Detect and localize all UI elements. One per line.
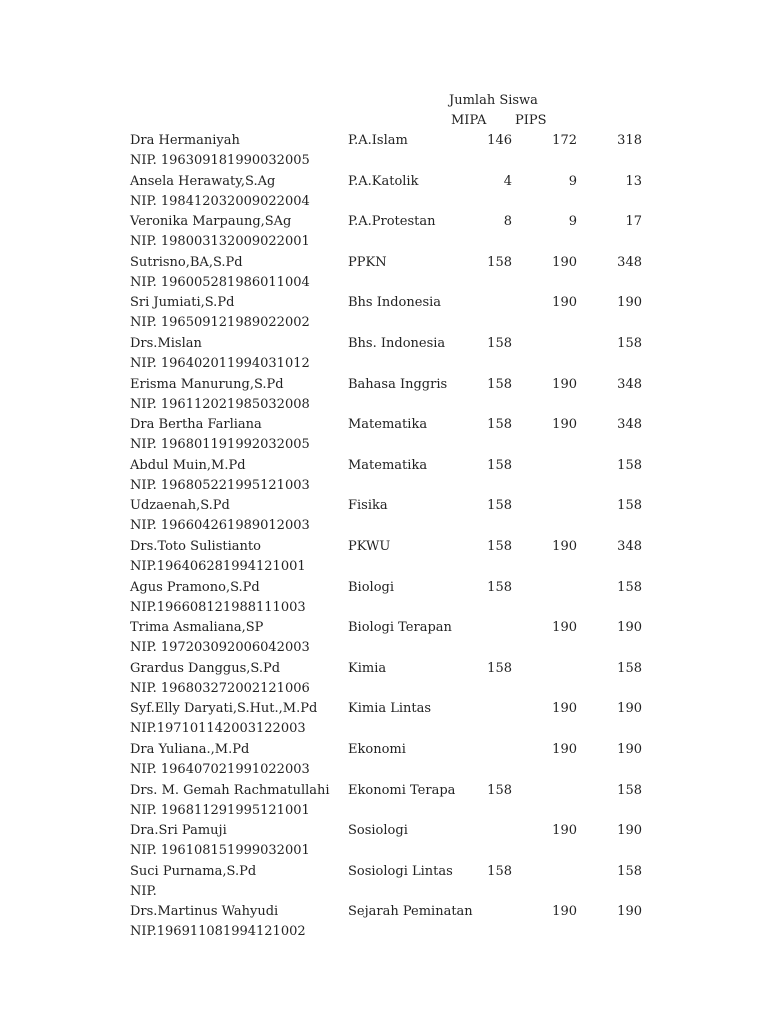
- table-row: [0, 375, 768, 416]
- teacher-name: Ansela Herawaty,S.Ag: [130, 173, 276, 189]
- mipa-count: 158: [487, 376, 512, 392]
- mipa-count: 4: [503, 173, 512, 189]
- teacher-name: Dra Yuliana.,M.Pd: [130, 741, 250, 757]
- teacher-name: Udzaenah,S.Pd: [130, 498, 230, 514]
- teacher-nip: NIP.197101142003122003: [130, 721, 306, 737]
- total-count: 190: [617, 904, 642, 920]
- table-row: [0, 781, 768, 822]
- teacher-name: Dra Hermaniyah: [130, 133, 240, 148]
- teacher-table: [0, 131, 768, 943]
- table-row: [0, 618, 768, 659]
- table-row: [0, 172, 768, 213]
- teacher-name: Drs.Mislan: [130, 335, 202, 351]
- mipa-count: 146: [487, 133, 512, 148]
- teacher-name: Suci Purnama,S.Pd: [130, 863, 257, 879]
- total-count: 348: [617, 376, 642, 392]
- table-row: [0, 456, 768, 497]
- teacher-nip: NIP. 196112021985032008: [130, 396, 310, 412]
- subject-name: PKWU: [348, 538, 391, 554]
- teacher-name: Syf.Elly Daryati,S.Hut.,M.Pd: [130, 701, 318, 717]
- subject-name: Bahasa Inggris: [348, 376, 448, 392]
- subject-name: P.A.Islam: [348, 133, 408, 148]
- teacher-name: Sutrisno,BA,S.Pd: [130, 254, 243, 270]
- table-row: [0, 253, 768, 294]
- pips-count: 9: [568, 214, 577, 230]
- mipa-count: 158: [487, 782, 512, 798]
- table-row: [0, 578, 768, 619]
- subject-name: Biologi: [348, 579, 395, 595]
- subject-name: Matematika: [348, 457, 428, 473]
- teacher-nip: NIP. 196509121989022002: [130, 315, 310, 331]
- subject-name: Bhs Indonesia: [348, 295, 442, 311]
- subject-name: Kimia: [348, 660, 387, 676]
- table-row: [0, 699, 768, 740]
- teacher-name: Trima Asmaliana,SP: [130, 620, 264, 636]
- pips-count: 9: [568, 173, 577, 189]
- total-count: 13: [625, 173, 642, 189]
- pips-count: 190: [552, 741, 577, 757]
- table-row: [0, 659, 768, 700]
- pips-count: 190: [552, 538, 577, 554]
- subject-name: P.A.Katolik: [348, 173, 419, 189]
- total-count: 190: [617, 295, 642, 311]
- teacher-name: Dra.Sri Pamuji: [130, 823, 227, 839]
- teacher-nip: NIP. 198003132009022001: [130, 234, 310, 250]
- total-count: 17: [625, 214, 642, 230]
- pips-count: 190: [552, 417, 577, 433]
- total-count: 158: [617, 579, 642, 595]
- teacher-nip: NIP. 196604261989012003: [130, 518, 310, 534]
- mipa-count: 8: [503, 214, 512, 230]
- mipa-count: 158: [487, 457, 512, 473]
- table-row: [0, 212, 768, 253]
- teacher-name: Agus Pramono,S.Pd: [130, 579, 260, 595]
- total-count: 318: [617, 133, 642, 148]
- pips-count: 190: [552, 254, 577, 270]
- pips-count: 190: [552, 376, 577, 392]
- teacher-nip: NIP.: [130, 883, 157, 899]
- header-pips: PIPS: [515, 113, 547, 128]
- total-count: 158: [617, 335, 642, 351]
- total-count: 158: [617, 863, 642, 879]
- teacher-nip: NIP. 196402011994031012: [130, 355, 310, 371]
- teacher-nip: NIP.196608121988111003: [130, 599, 306, 615]
- pips-count: 190: [552, 823, 577, 839]
- subject-name: Sosiologi: [348, 823, 408, 839]
- subject-name: Ekonomi Terapa: [348, 782, 456, 798]
- subject-name: Fisika: [348, 498, 388, 514]
- header-jumlah-siswa: Jumlah Siswa: [449, 93, 538, 108]
- teacher-nip: NIP. 198412032009022004: [130, 193, 310, 209]
- teacher-nip: NIP. 196108151999032001: [130, 843, 310, 859]
- total-count: 348: [617, 417, 642, 433]
- total-count: 190: [617, 823, 642, 839]
- table-row: [0, 902, 768, 943]
- teacher-nip: NIP. 196407021991022003: [130, 761, 310, 777]
- table-row: [0, 496, 768, 537]
- total-count: 348: [617, 538, 642, 554]
- total-count: 158: [617, 498, 642, 514]
- subject-name: Kimia Lintas: [348, 701, 432, 717]
- total-count: 158: [617, 457, 642, 473]
- subject-name: Biologi Terapan: [348, 620, 452, 636]
- mipa-count: 158: [487, 538, 512, 554]
- teacher-name: Dra Bertha Farliana: [130, 417, 262, 433]
- pips-count: 190: [552, 295, 577, 311]
- mipa-count: 158: [487, 579, 512, 595]
- teacher-nip: NIP. 197203092006042003: [130, 640, 310, 656]
- mipa-count: 158: [487, 863, 512, 879]
- table-row: [0, 862, 768, 903]
- teacher-name: Drs. M. Gemah Rachmatullahi: [130, 782, 330, 798]
- subject-name: Ekonomi: [348, 741, 406, 757]
- table-row: [0, 821, 768, 862]
- total-count: 348: [617, 254, 642, 270]
- table-row: [0, 740, 768, 781]
- pips-count: 190: [552, 904, 577, 920]
- subject-name: Matematika: [348, 417, 428, 433]
- table-row: [0, 415, 768, 456]
- total-count: 158: [617, 782, 642, 798]
- table-row: [0, 293, 768, 334]
- teacher-name: Sri Jumiati,S.Pd: [130, 295, 235, 311]
- total-count: 190: [617, 701, 642, 717]
- mipa-count: 158: [487, 498, 512, 514]
- teacher-name: Drs.Martinus Wahyudi: [130, 904, 279, 920]
- table-row: [0, 131, 768, 172]
- pips-count: 190: [552, 701, 577, 717]
- teacher-name: Abdul Muin,M.Pd: [130, 457, 246, 473]
- table-row: [0, 537, 768, 578]
- mipa-count: 158: [487, 335, 512, 351]
- subject-name: PPKN: [348, 254, 387, 270]
- pips-count: 190: [552, 620, 577, 636]
- header-mipa: MIPA: [451, 113, 487, 128]
- teacher-nip: NIP. 196803272002121006: [130, 680, 310, 696]
- teacher-name: Erisma Manurung,S.Pd: [130, 376, 284, 392]
- subject-name: P.A.Protestan: [348, 214, 436, 230]
- total-count: 190: [617, 620, 642, 636]
- teacher-nip: NIP. 196801191992032005: [130, 437, 310, 453]
- teacher-name: Veronika Marpaung,SAg: [130, 214, 292, 230]
- mipa-count: 158: [487, 254, 512, 270]
- subject-name: Bhs. Indonesia: [348, 335, 446, 351]
- total-count: 158: [617, 660, 642, 676]
- subject-name: Sosiologi Lintas: [348, 863, 453, 879]
- teacher-name: Drs.Toto Sulistianto: [130, 538, 261, 554]
- teacher-nip: NIP. 196805221995121003: [130, 477, 310, 493]
- teacher-nip: NIP.196911081994121002: [130, 924, 306, 940]
- total-count: 190: [617, 741, 642, 757]
- table-row: [0, 334, 768, 375]
- mipa-count: 158: [487, 417, 512, 433]
- teacher-nip: NIP. 196005281986011004: [130, 274, 310, 290]
- teacher-nip: NIP. 196309181990032005: [130, 153, 310, 168]
- pips-count: 172: [552, 133, 577, 148]
- subject-name: Sejarah Peminatan: [348, 904, 473, 920]
- teacher-name: Grardus Danggus,S.Pd: [130, 660, 281, 676]
- teacher-nip: NIP. 196811291995121001: [130, 802, 310, 818]
- mipa-count: 158: [487, 660, 512, 676]
- teacher-nip: NIP.196406281994121001: [130, 558, 306, 574]
